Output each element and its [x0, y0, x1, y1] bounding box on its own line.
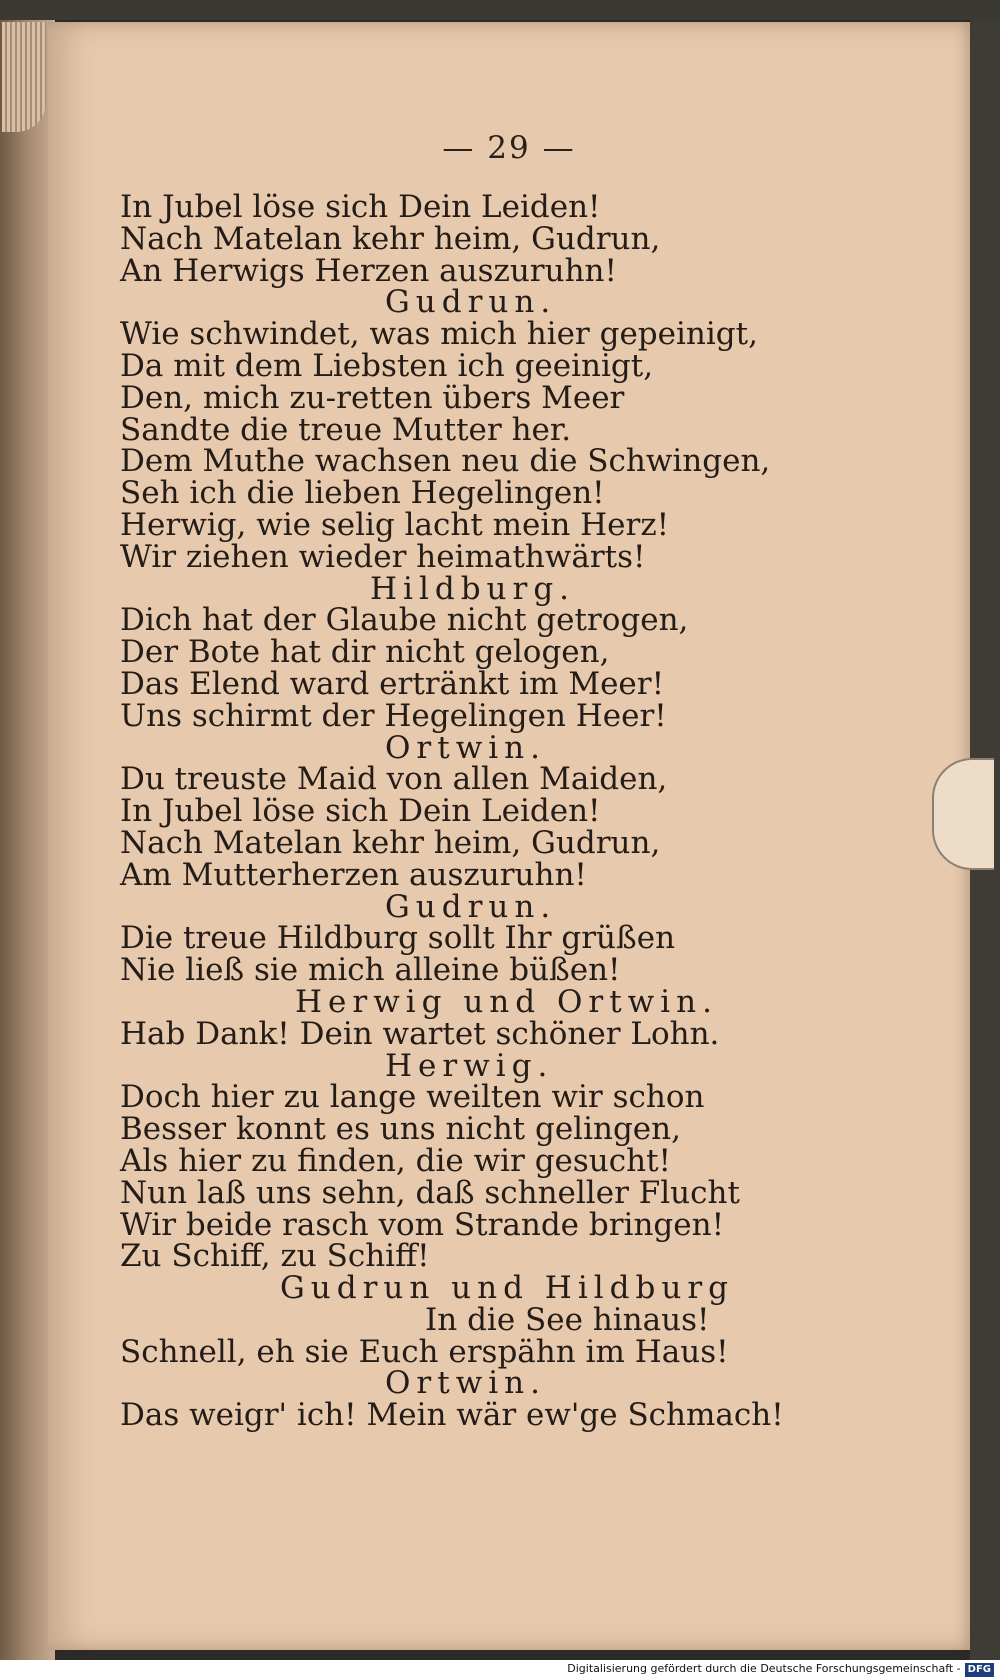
verse-line: Am Mutterherzen auszuruhn!	[120, 856, 587, 893]
page-number: — 29 —	[442, 130, 576, 166]
verse-line: Die treue Hildburg sollt Ihr grüßen	[120, 920, 676, 957]
dfg-logo: DFG	[965, 1663, 994, 1677]
verse-line: Sandte die treue Mutter her.	[120, 411, 572, 448]
verse-line: Der Bote hat dir nicht gelogen,	[120, 634, 610, 671]
verse-line: Schnell, eh sie Euch erspähn im Haus!	[120, 1333, 729, 1370]
verse-line: Du treuste Maid von allen Maiden,	[120, 761, 668, 798]
speaker-name: Gudrun.	[385, 888, 557, 925]
speaker-name: Hildburg.	[370, 570, 576, 607]
verse-line: Dem Muthe wachsen neu die Schwingen,	[120, 443, 771, 480]
book-page	[48, 22, 970, 1650]
verse-line: Besser konnt es uns nicht gelingen,	[120, 1111, 681, 1148]
speaker-name: Gudrun.	[385, 284, 557, 321]
verse-line: Wir ziehen wieder heimathwärts!	[120, 538, 646, 575]
verse-line: Da mit dem Liebsten ich geeinigt,	[120, 347, 654, 384]
speaker-name: Gudrun und Hildburg	[280, 1270, 734, 1307]
verse-line: Nach Matelan kehr heim, Gudrun,	[120, 824, 661, 861]
footer-text: Digitalisierung gefördert durch die Deutsche Forschungsgemeinschaft -	[567, 1662, 961, 1675]
page-text	[120, 189, 880, 1434]
verse-line: Nie ließ sie mich alleine büßen!	[120, 952, 621, 989]
verse-line: Nun laß uns sehn, daß schneller Flucht	[120, 1174, 740, 1211]
verse-line: Hab Dank! Dein wartet schöner Lohn.	[120, 1015, 720, 1052]
verse-line: An Herwigs Herzen auszuruhn!	[120, 252, 617, 289]
verse-line: Zu Schiff, zu Schiff!	[120, 1238, 430, 1275]
verse-line: Das weigr' ich! Mein wär ew'ge Schmach!	[120, 1397, 784, 1434]
page-curl	[2, 22, 46, 132]
verse-line: Wir beide rasch vom Strande bringen!	[120, 1206, 725, 1243]
verse-line: Den, mich zu-retten übers Meer	[120, 379, 625, 416]
verse-line: Doch hier zu lange weilten wir schon	[120, 1079, 705, 1116]
speaker-name: Herwig und Ortwin.	[295, 983, 718, 1020]
verse-line: Wie schwindet, was mich hier gepeinigt,	[120, 316, 758, 353]
speaker-name: Herwig.	[385, 1047, 554, 1084]
verse-line: Dich hat der Glaube nicht getrogen,	[120, 602, 689, 639]
book-page-edges	[0, 20, 55, 1660]
verse-line: Das Elend ward ertränkt im Meer!	[120, 665, 665, 702]
footer-credit	[0, 1660, 1000, 1678]
verse-line: Uns schirmt der Hegelingen Heer!	[120, 697, 667, 734]
verse-line: Seh ich die lieben Hegelingen!	[120, 475, 605, 512]
verse-line: In die See hinaus!	[425, 1301, 710, 1338]
page-tab-marker	[932, 758, 994, 870]
speaker-name: Ortwin.	[385, 729, 546, 766]
verse-line: Nach Matelan kehr heim, Gudrun,	[120, 220, 661, 257]
verse-line: Herwig, wie selig lacht mein Herz!	[120, 506, 670, 543]
verse-line: Als hier zu finden, die wir gesucht!	[120, 1142, 672, 1179]
verse-line: In Jubel löse sich Dein Leiden!	[120, 189, 601, 225]
speaker-name: Ortwin.	[385, 1365, 546, 1402]
verse-line: In Jubel löse sich Dein Leiden!	[120, 793, 601, 830]
scan-background-top	[0, 0, 1000, 20]
